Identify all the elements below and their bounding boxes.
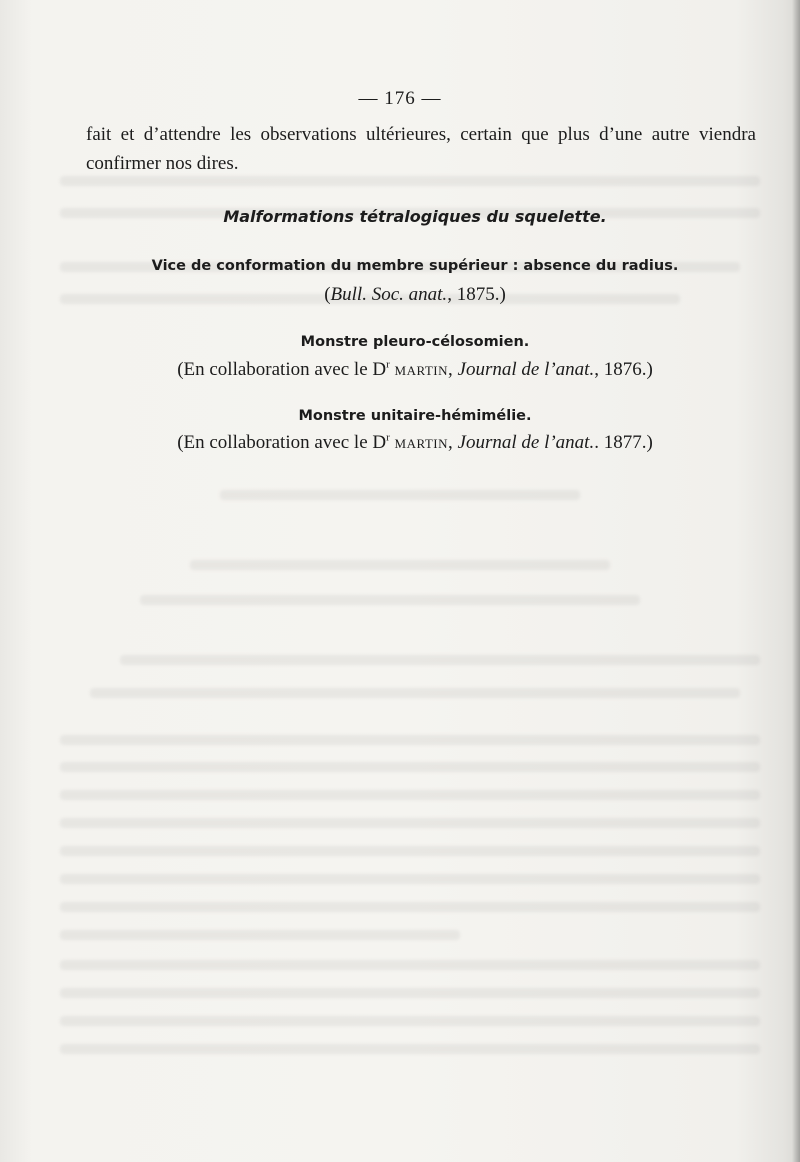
show-through-line <box>140 595 640 605</box>
intro-paragraph <box>86 120 756 178</box>
show-through-line <box>120 655 760 665</box>
ref-tail: . 1877.) <box>594 432 653 453</box>
intro-line-2: confirmer nos dires. <box>86 153 239 174</box>
entry-reference-hemimelie <box>0 432 800 454</box>
show-through-line <box>60 735 760 745</box>
doctor-name: MARTIN <box>394 363 449 378</box>
doctor-abbrev-sup: r <box>386 358 390 371</box>
collab-prefix: (En collaboration avec le D <box>177 432 387 453</box>
entry-title-pleuro: Monstre pleuro-célosomien. <box>300 334 530 350</box>
doctor-abbrev-sup: r <box>386 431 390 444</box>
entry-reference-radius <box>0 284 800 306</box>
show-through-line <box>190 560 610 570</box>
page-edge-shadow <box>792 0 800 1162</box>
show-through-line <box>60 1016 760 1026</box>
show-through-line <box>60 960 760 970</box>
show-through-line <box>90 688 740 698</box>
show-through-line <box>60 930 460 940</box>
section-title: Malformations tétralogiques du squelette. <box>223 207 607 226</box>
ref-open: ( <box>324 284 331 305</box>
ref-tail: , 1876.) <box>594 359 653 380</box>
ref-tail: , 1875.) <box>447 284 506 305</box>
entry-title-hemimelie: Monstre unitaire-hémimélie. <box>298 408 532 424</box>
intro-line-1: fait et d’attendre les observations ultérieures, certain que plus d’une autre viendra <box>86 124 756 145</box>
entry-reference-pleuro <box>0 359 800 381</box>
show-through-line <box>60 874 760 884</box>
show-through-line <box>60 988 760 998</box>
show-through-line <box>60 818 760 828</box>
show-through-line <box>220 490 580 500</box>
show-through-line <box>60 790 760 800</box>
entry-title-radius: Vice de conformation du membre supérieur : absence du radius. <box>151 258 679 274</box>
show-through-line <box>60 846 760 856</box>
page-number: — 176 — <box>358 88 442 109</box>
journal-name: Journal de l’anat. <box>457 432 595 453</box>
show-through-line <box>60 902 760 912</box>
show-through-line <box>60 1044 760 1054</box>
separator: , <box>448 359 458 380</box>
doctor-name: MARTIN <box>394 436 449 451</box>
separator: , <box>448 432 458 453</box>
journal-name: Journal de l’anat. <box>457 359 595 380</box>
show-through-line <box>60 762 760 772</box>
journal-name: Bull. Soc. anat. <box>330 284 448 305</box>
collab-prefix: (En collaboration avec le D <box>177 359 387 380</box>
